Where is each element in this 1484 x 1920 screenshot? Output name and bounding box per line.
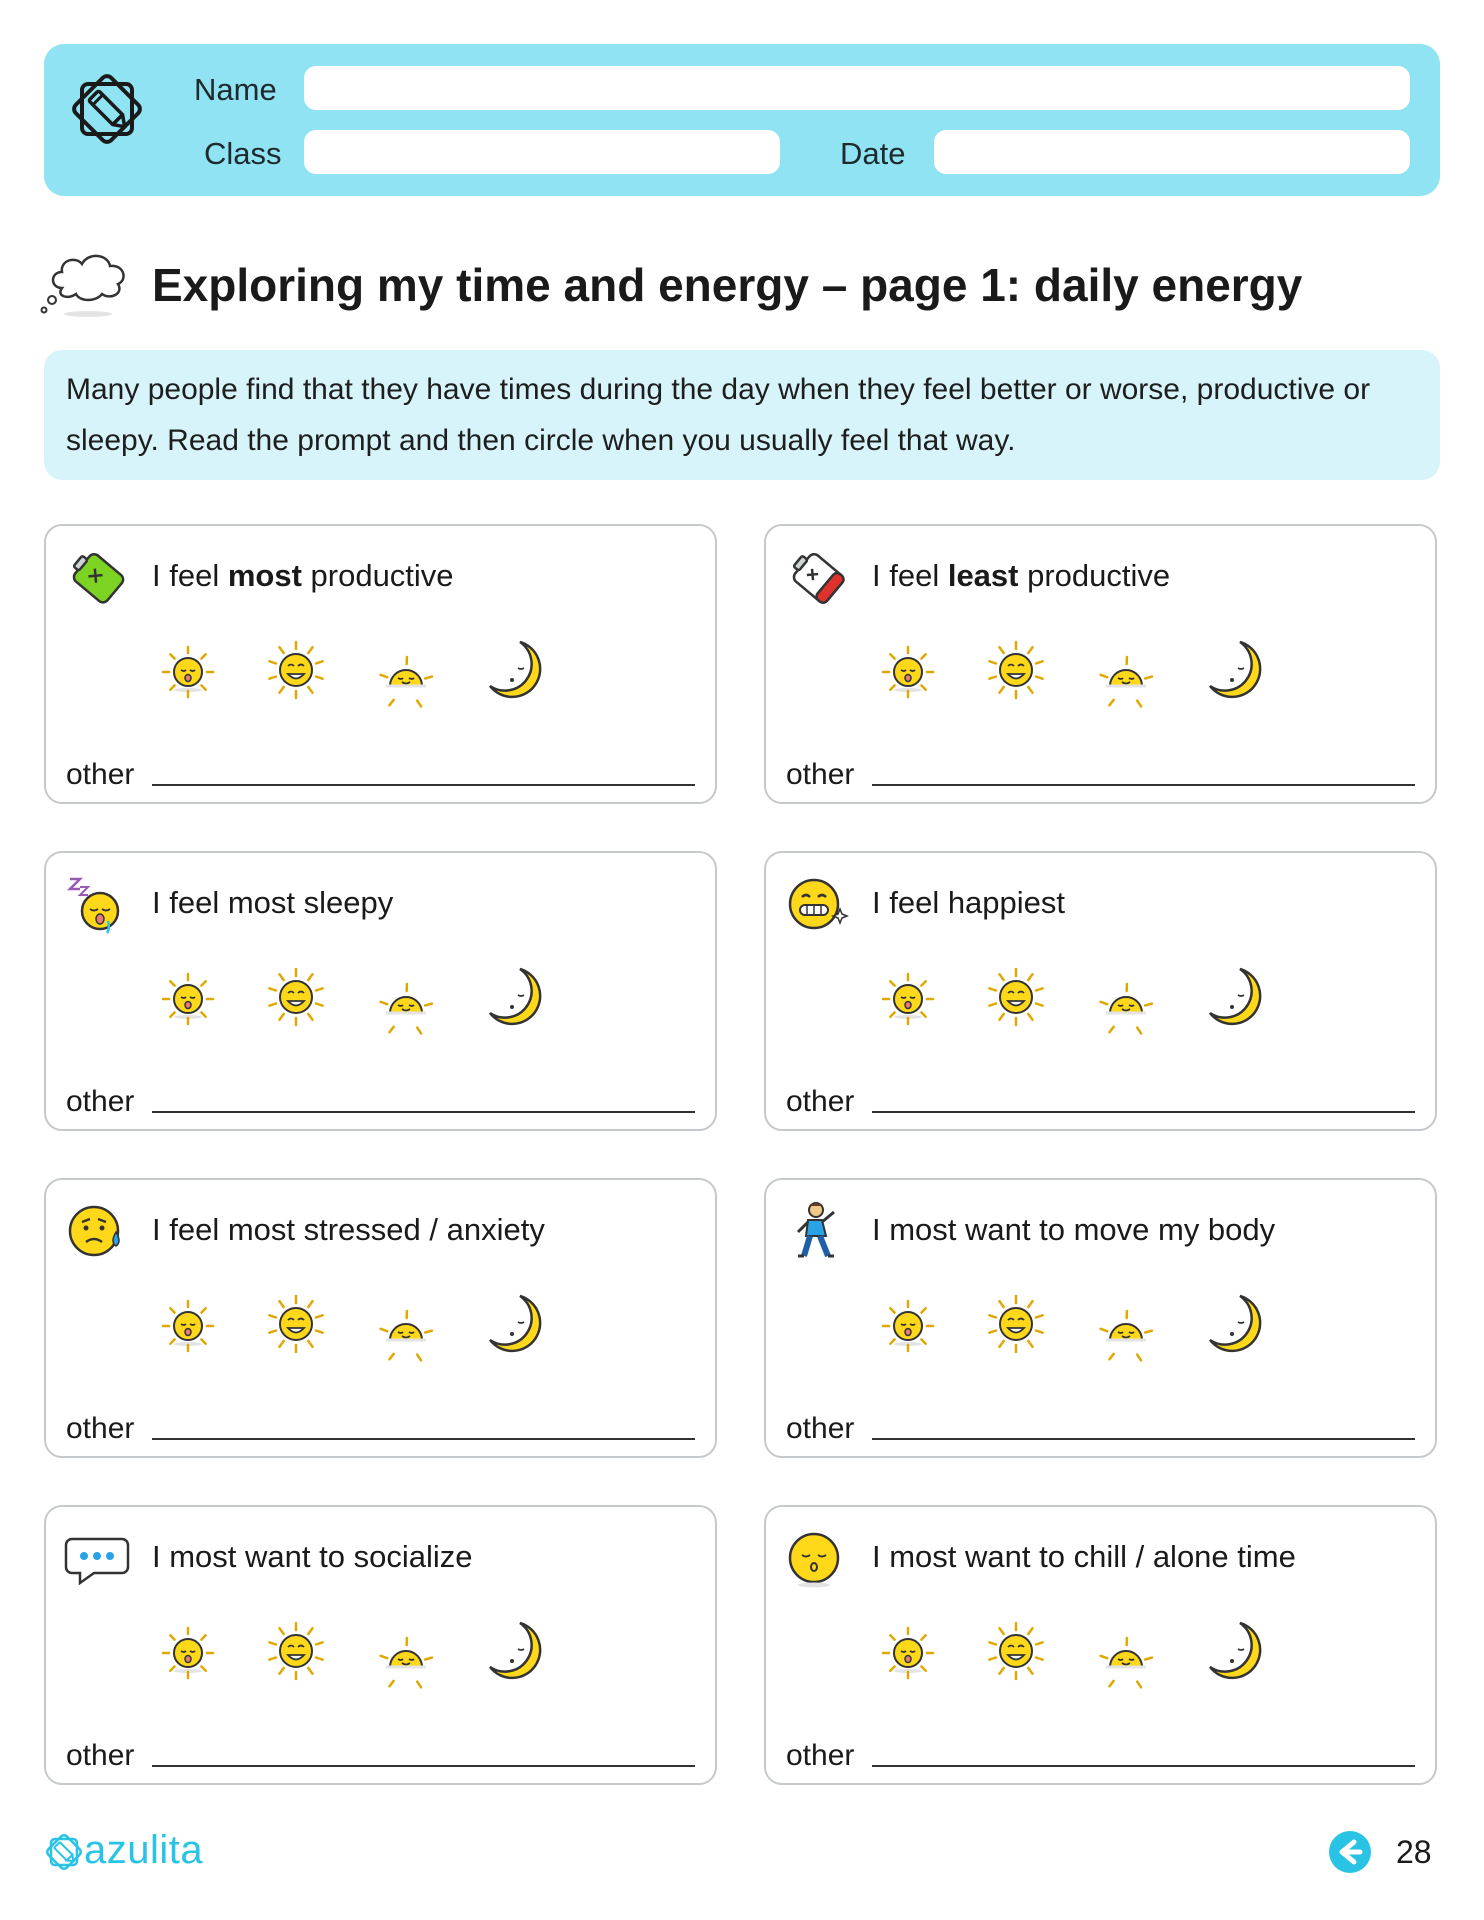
low-battery-icon — [784, 544, 850, 610]
other-label: other — [786, 1085, 855, 1118]
evening-sun-icon[interactable] — [368, 632, 444, 708]
time-options — [870, 1613, 1290, 1689]
student-info-header — [44, 44, 1440, 196]
prompt-card — [44, 1178, 717, 1458]
other-label: other — [786, 758, 855, 791]
other-answer-line[interactable] — [872, 1438, 1415, 1440]
evening-sun-icon[interactable] — [368, 1286, 444, 1362]
prompt-text — [152, 885, 393, 921]
prompt-text-start: I feel most stressed / anxiety — [152, 1212, 545, 1247]
prompt-text — [152, 1212, 545, 1248]
midday-sun-icon[interactable] — [978, 959, 1054, 1035]
midday-sun-icon[interactable] — [258, 632, 334, 708]
title-row — [40, 244, 1440, 324]
class-field[interactable] — [304, 130, 780, 174]
prompt-text-start: I most want to move my body — [872, 1212, 1276, 1247]
night-moon-icon[interactable] — [1196, 632, 1272, 708]
brand-name: azulita — [84, 1828, 204, 1872]
sleepy-face-icon — [64, 871, 130, 937]
time-options — [150, 1613, 570, 1689]
instructions-box — [44, 350, 1440, 480]
date-label: Date — [840, 136, 906, 171]
time-options — [150, 632, 570, 708]
evening-sun-icon[interactable] — [1088, 1613, 1164, 1689]
prompt-text — [872, 1539, 1296, 1575]
other-label: other — [66, 758, 135, 791]
morning-sun-icon[interactable] — [150, 1286, 226, 1362]
evening-sun-icon[interactable] — [368, 959, 444, 1035]
midday-sun-icon[interactable] — [258, 1613, 334, 1689]
page-title: Exploring my time and energy – page 1: daily energy — [152, 259, 1303, 311]
night-moon-icon[interactable] — [476, 959, 552, 1035]
morning-sun-icon[interactable] — [870, 1613, 946, 1689]
full-battery-icon — [64, 544, 130, 610]
pencil-badge-icon — [42, 1830, 86, 1874]
prompt-card — [764, 524, 1437, 804]
page-number: 28 — [1396, 1834, 1432, 1870]
night-moon-icon[interactable] — [1196, 1286, 1272, 1362]
morning-sun-icon[interactable] — [870, 1286, 946, 1362]
midday-sun-icon[interactable] — [978, 1286, 1054, 1362]
other-answer-line[interactable] — [152, 784, 695, 786]
speech-bubble-icon — [64, 1525, 130, 1591]
prompt-emphasis: least — [947, 558, 1019, 593]
prompt-text-start: I most want to socialize — [152, 1539, 473, 1574]
morning-sun-icon[interactable] — [150, 632, 226, 708]
prompt-text-start: I feel — [152, 558, 228, 593]
prompt-text — [872, 1212, 1275, 1248]
prompt-card — [44, 851, 717, 1131]
name-label: Name — [194, 72, 277, 107]
prompt-text-end: productive — [1018, 558, 1171, 593]
other-label: other — [786, 1412, 855, 1445]
dancing-person-icon — [784, 1198, 850, 1264]
morning-sun-icon[interactable] — [870, 632, 946, 708]
prompt-card — [764, 1178, 1437, 1458]
night-moon-icon[interactable] — [476, 1286, 552, 1362]
prompt-text-start: I feel — [872, 558, 948, 593]
other-label: other — [66, 1085, 135, 1118]
prompt-card — [44, 524, 717, 804]
grinning-face-icon — [784, 871, 850, 937]
thought-bubble-icon — [40, 244, 136, 320]
other-answer-line[interactable] — [152, 1438, 695, 1440]
midday-sun-icon[interactable] — [978, 632, 1054, 708]
other-answer-line[interactable] — [872, 784, 1415, 786]
other-answer-line[interactable] — [872, 1111, 1415, 1113]
morning-sun-icon[interactable] — [150, 1613, 226, 1689]
night-moon-icon[interactable] — [476, 1613, 552, 1689]
pencil-badge-icon — [62, 64, 152, 154]
prompt-text — [872, 885, 1065, 921]
calm-face-icon — [784, 1525, 850, 1591]
morning-sun-icon[interactable] — [150, 959, 226, 1035]
midday-sun-icon[interactable] — [258, 959, 334, 1035]
name-field[interactable] — [304, 66, 1410, 110]
class-label: Class — [204, 136, 282, 171]
other-label: other — [66, 1412, 135, 1445]
prompt-card — [44, 1505, 717, 1785]
date-field[interactable] — [934, 130, 1410, 174]
midday-sun-icon[interactable] — [978, 1613, 1054, 1689]
prompt-card — [764, 851, 1437, 1131]
prompt-text — [152, 1539, 472, 1575]
worried-face-icon — [64, 1198, 130, 1264]
evening-sun-icon[interactable] — [368, 1613, 444, 1689]
time-options — [150, 1286, 570, 1362]
prompt-text-start: I feel most sleepy — [152, 885, 394, 920]
prompt-card — [764, 1505, 1437, 1785]
other-label: other — [786, 1739, 855, 1772]
prompt-text-start: I most want to chill / alone time — [872, 1539, 1296, 1574]
prompt-text — [872, 558, 1170, 594]
night-moon-icon[interactable] — [1196, 1613, 1272, 1689]
other-answer-line[interactable] — [152, 1111, 695, 1113]
night-moon-icon[interactable] — [476, 632, 552, 708]
prompt-text-start: I feel happiest — [872, 885, 1066, 920]
instructions-text: Many people find that they have times during the day when they feel better or worse, productive or sleepy. Read the prompt and then circle when you usually feel that way. — [66, 373, 1371, 457]
time-options — [870, 959, 1290, 1035]
time-options — [870, 632, 1290, 708]
other-answer-line[interactable] — [872, 1765, 1415, 1767]
prompt-emphasis: most — [227, 558, 302, 593]
night-moon-icon[interactable] — [1196, 959, 1272, 1035]
morning-sun-icon[interactable] — [870, 959, 946, 1035]
time-options — [870, 1286, 1290, 1362]
evening-sun-icon[interactable] — [1088, 1286, 1164, 1362]
back-arrow-icon[interactable] — [1328, 1830, 1372, 1874]
other-label: other — [66, 1739, 135, 1772]
midday-sun-icon[interactable] — [258, 1286, 334, 1362]
other-answer-line[interactable] — [152, 1765, 695, 1767]
evening-sun-icon[interactable] — [1088, 959, 1164, 1035]
time-options — [150, 959, 570, 1035]
azulita-logo — [42, 1826, 242, 1876]
prompt-text-end: productive — [301, 558, 454, 593]
evening-sun-icon[interactable] — [1088, 632, 1164, 708]
prompt-text — [152, 558, 454, 594]
